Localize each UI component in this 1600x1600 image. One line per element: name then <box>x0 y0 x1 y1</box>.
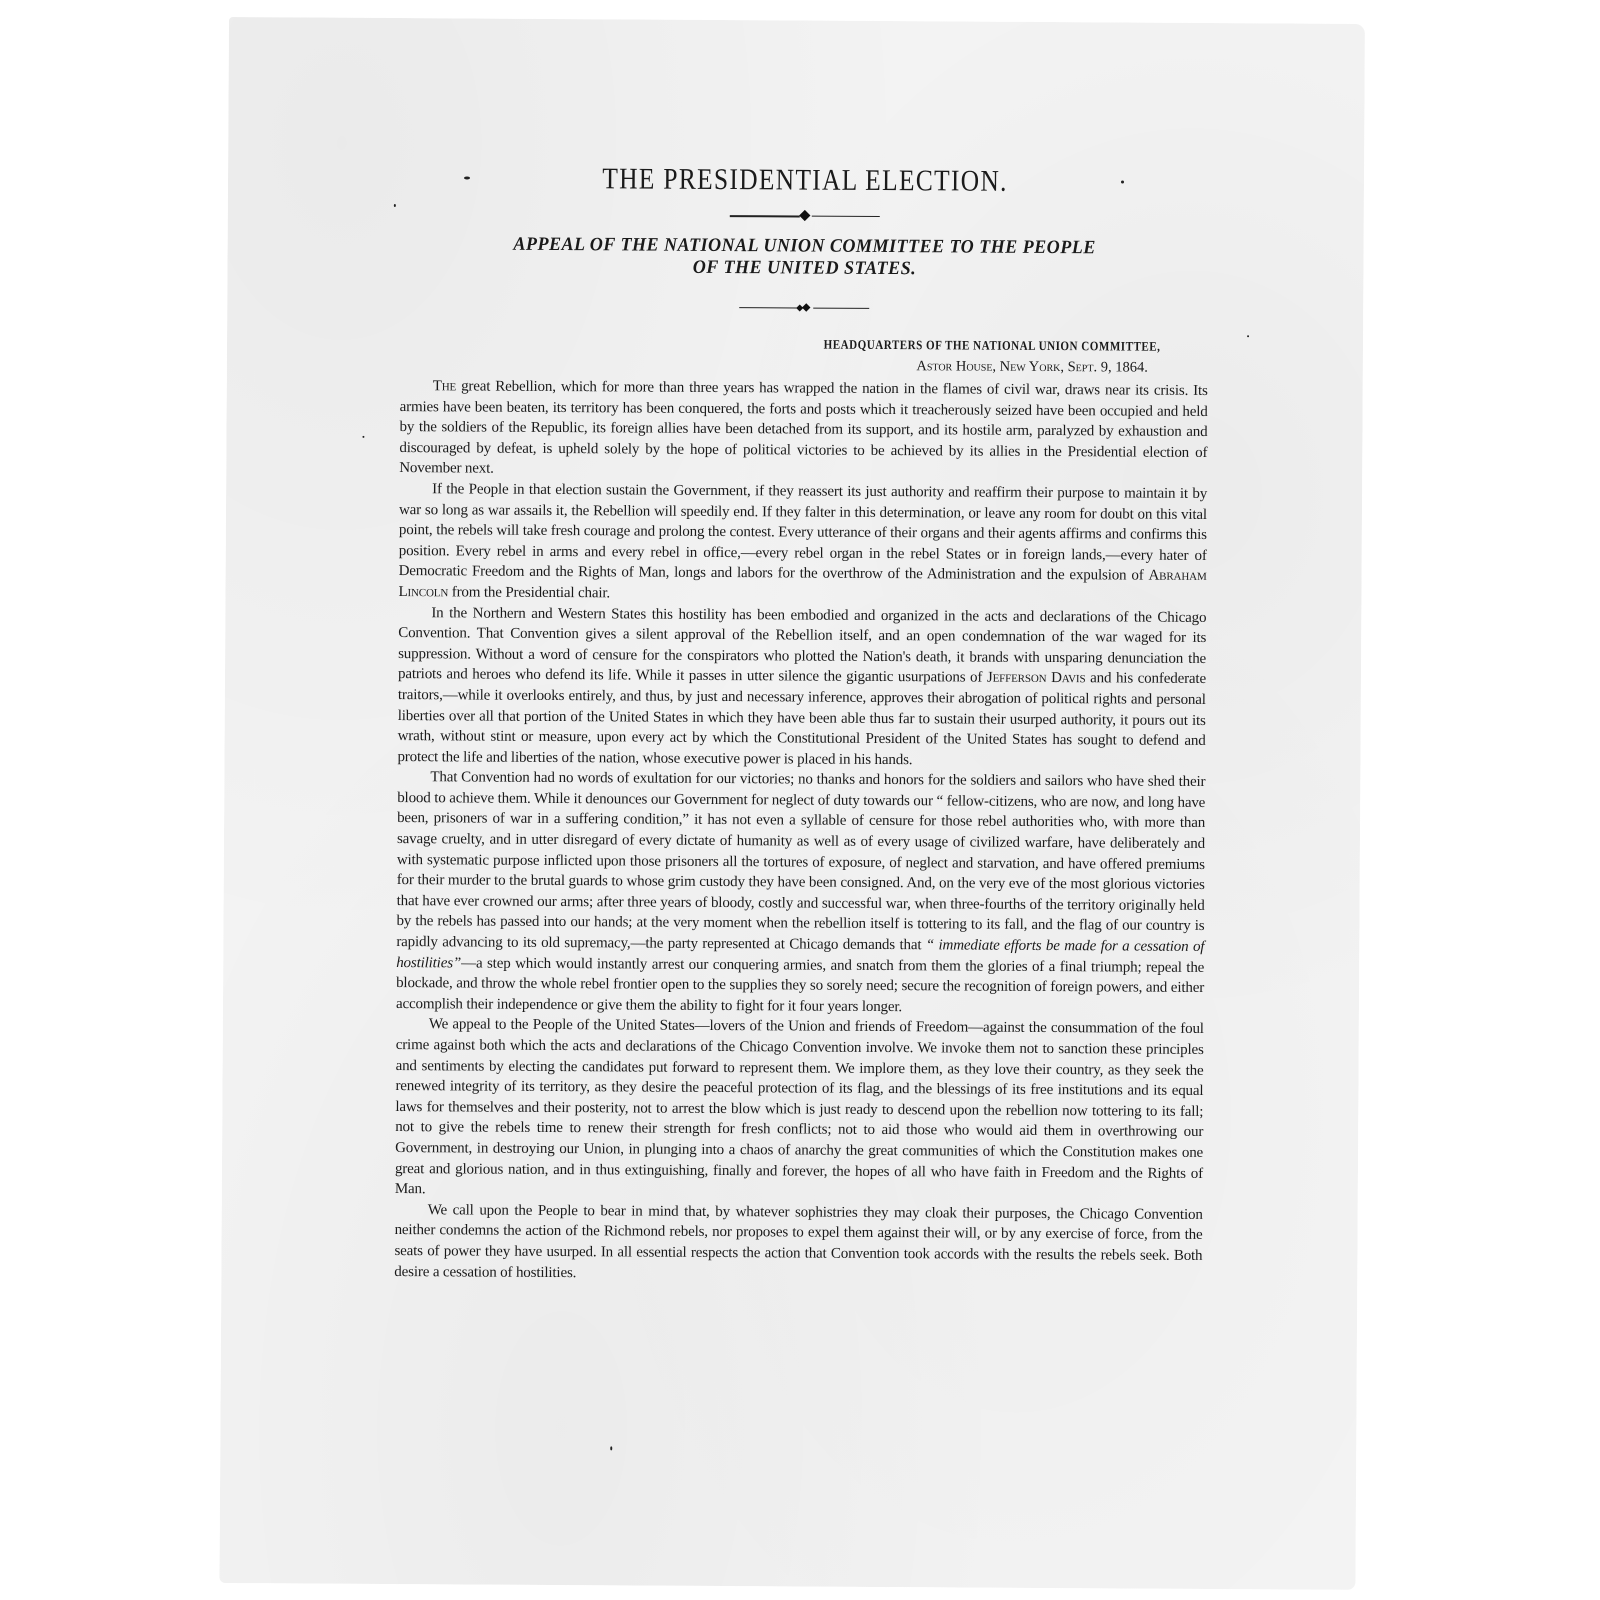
paragraph-text: In the Northern and Western States this hostility has been embodied and organized in the acts and declarations of the Chicago Convention. That Convention gives a silent approval of the Rebellion itself, and an open condemnation of the war waged for its suppression. Without a word of censure for the conspirators who plotted the Nation's death, it brands with unsparing denunciation the patriots and heroes who defend its life. While it passes in utter silence the gigantic usurpations of <box>397 604 1207 686</box>
paragraph <box>394 1200 1202 1287</box>
document-subtitle <box>421 233 1189 282</box>
ink-speck <box>1247 335 1249 337</box>
paragraph <box>396 767 1205 1019</box>
paragraph-tail: from the Presidential chair. <box>448 584 611 602</box>
paragraph-text: That Convention had no words of exultation for our victories; no thanks and honors for the soldiers and sailors who have shed their blood to achieve them. While it denounces our Government for neglect of duty towards our “ fellow-citizens, who are now, and long have been, prisoners of war in a suffering condition,” it has not even a syllable of censure for those rebel authorities who, with more than savage cruelty, and in utter disregard of every dictate of humanity as well as of every usage of civilized warfare, have deliberately and with systematic purpose inflicted upon those prisoners all the tortures of exposure, of neglect and starvation, and have offered premiums for their murder to the brutal guards to whose grim custody they have been consigned. And, on the very eve of the most glorious victories that have ever crowned our arms; after three years of bloody, costly and successful war, when three-fourths of the territory originally held by the rebels has passed into our hands; at the very moment when the rebellion itself is tottering to its fall, and the flag of our country is rapidly advancing to its old supremacy,—the party represented at Chicago demands that <box>396 769 1206 954</box>
paragraph-lead: The <box>432 378 457 395</box>
paragraph-text: We appeal to the People of the United States—lovers of the Union and friends of Freedom—against the consummation of the foul crime against both which the acts and declarations of the Chicago Convention involve. We invoke them not to sanction these principles and sentiments by electing the candidates put forward to represent them. We implore them, as they love their country, as they seek the renewed integrity of its territory, as they desire the peaceful protection of its flag, and the blessings of its free institutions and its equal laws for themselves and their posterity, not to arrest the blow which is just ready to descend upon the rebellion now tottering to its fall; not to give the rebels time to renew their strength for fresh conflicts; not to aid those who would aid them in overthrowing our Government, in destroying our Union, in plunging into a chaos of anarchy the great communities of which the Constitution makes one great and glorious nation, and in thus extinguishing, finally and forever, the hopes of all who have faith in Freedom and the Rights of Man. <box>394 1016 1204 1198</box>
paragraph-text: If the People in that election sustain the Government, if they reassert its just authority and reaffirm their purpose to maintain it by war so long as war assails it, the Rebellion will speedily end. If they falter in this determination, or leave any room for doubt on this vital point, the rebels will take fresh courage and prolong the contest. Every utterance of their organs and their agents affirms and confirms this position. Every rebel in arms and every rebel in office,—every rebel organ in the rebel States or in foreign lands,—every hater of Democratic Freedom and the Rights of Man, longs and labors for the overthrow of the Administration and the expulsion of <box>398 481 1208 584</box>
paragraph-text: great Rebellion, which for more than three years has wrapped the nation in the flames of civil war, draws near its crisis. Its armies have been beaten, its territory has been conquered, the forts and posts which it treacherously seized have been occupied and held by the soldiers of the Republic, its foreign allies have been detached from its support, and its hostile arm, paralyzed by exhaustion and discouraged by defeat, is upheld solely by the hope of political victories to be achieved by its allies in the Presidential election of November next. <box>399 378 1208 478</box>
document-body <box>394 376 1208 1287</box>
title-ornament-divider <box>730 209 880 224</box>
paragraph <box>397 603 1206 773</box>
paper-sheet <box>219 17 1365 1590</box>
paragraph <box>398 479 1207 607</box>
ink-speck <box>362 436 364 438</box>
document-title: THE PRESIDENTIAL ELECTION. <box>602 162 1008 198</box>
italic-quotation: “ immediate efforts be made for a cessation of hostilities” <box>396 937 1205 972</box>
subtitle-line-1: APPEAL OF THE NATIONAL UNION COMMITTEE TO THE PEOPLE <box>513 233 1096 259</box>
ink-speck <box>394 204 396 207</box>
paragraph-tail: —a step which would instantly arrest our conquering armies, and snatch from them the glories of a final triumph; repeal the blockade, and throw the whole rebel frontier open to the supplies they so sorely need; secure the recognition of foreign powers, and either accomplish their independence or give them the ability to fight for it four years longer. <box>395 955 1205 1015</box>
paragraph <box>395 1014 1204 1204</box>
paragraph-text: We call upon the People to bear in mind that, by whatever sophistries they may cloak their purposes, the Chicago Convention neither condemns the action of the Richmond rebels, nor proposes to expel them against their will, or by any exercise of force, from the seats of power they have usurped. In all essential respects the action that Convention took accords with the results the rebels seek. Both desire a cessation of hostilities. <box>394 1201 1203 1281</box>
paragraph-tail: and his confederate traitors,—while it overlooks entirely, and thus, by just and necessary inference, approves their abrogation of political rights and personal liberties over all that portion of the United States in which they have been able thus far to sustain their usurped authority, it pours out its wrath, without stint or measure, upon every act by which the Constitutional President of the United States has sought to defend and protect the life and liberties of the nation, whose executive power is placed in his hands. <box>397 670 1207 768</box>
paragraph <box>399 376 1208 484</box>
subtitle-ornament-divider <box>739 301 869 316</box>
headquarters-heading: HEADQUARTERS OF THE NATIONAL UNION COMMITTEE, <box>823 336 1161 354</box>
person-name: Abraham Lincoln <box>398 567 1207 601</box>
subtitle-line-2: OF THE UNITED STATES. <box>692 256 917 280</box>
person-name: Jefferson Davis <box>986 669 1086 687</box>
ink-speck <box>610 1446 612 1450</box>
document-content <box>394 151 1209 1287</box>
location-dateline: Astor House, New York, Sept. 9, 1864. <box>916 358 1148 376</box>
